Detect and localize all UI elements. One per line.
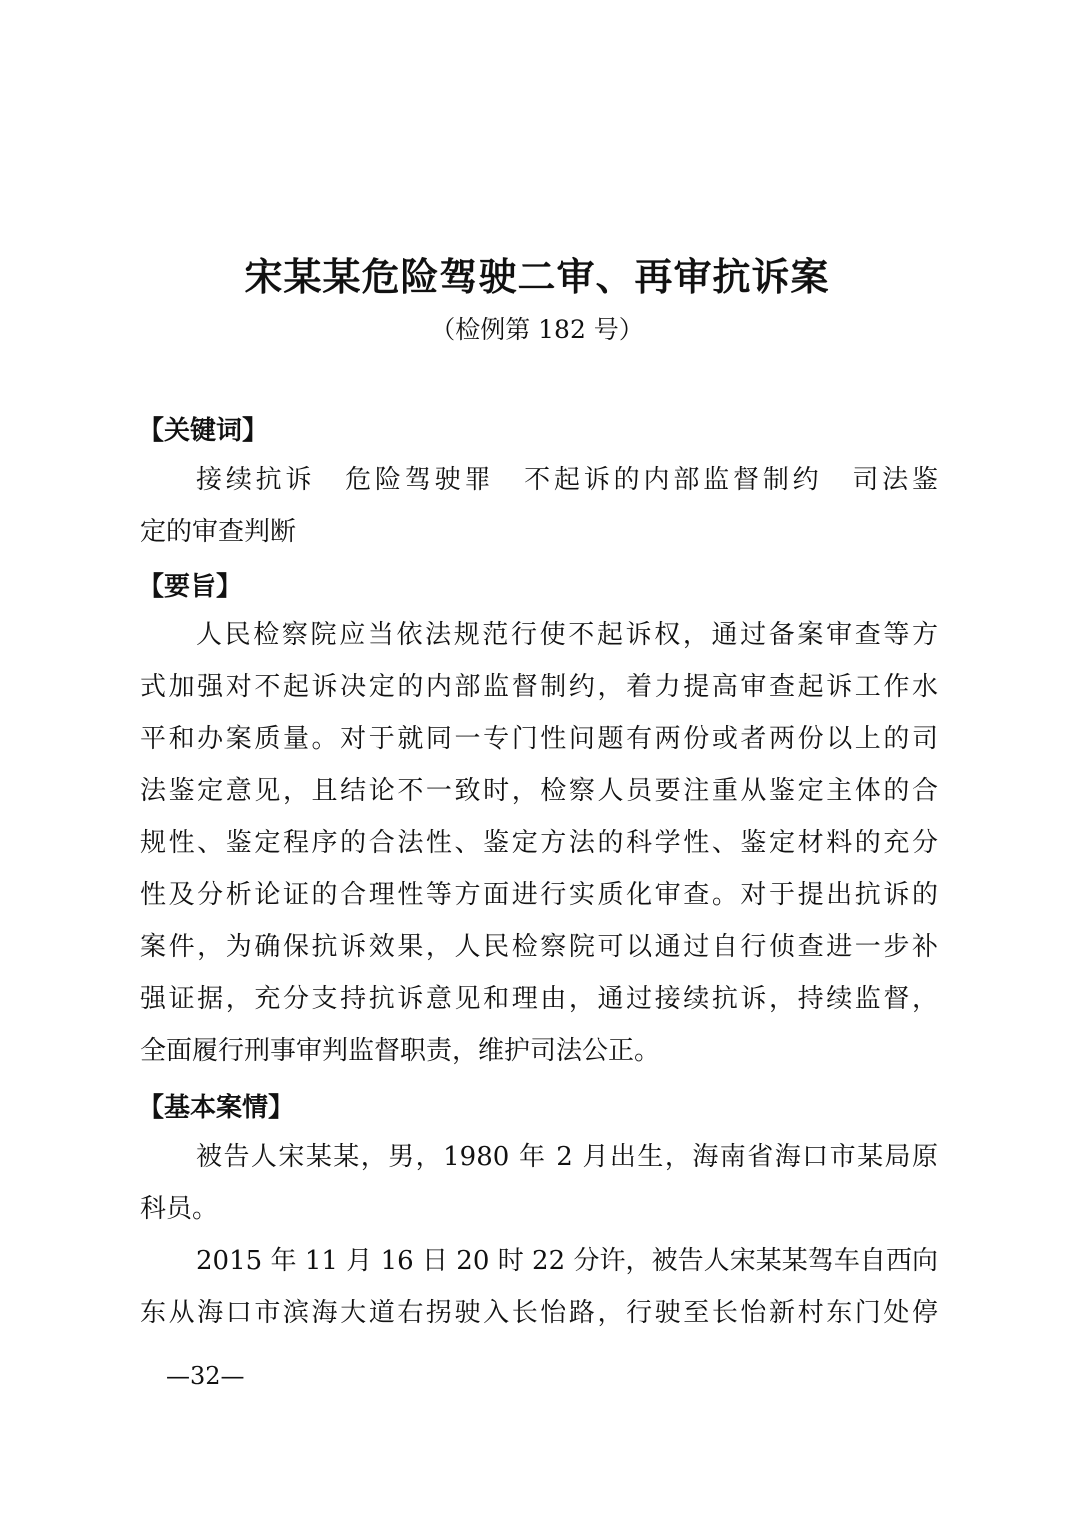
facts-heading: 【基本案情】 — [138, 1093, 295, 1123]
facts-line: 被告人宋某某，男，1980 年 2 月出生，海南省海口市某局原 — [196, 1142, 938, 1172]
case-title: 宋某某危险驾驶二审、再审抗诉案 — [244, 254, 830, 299]
keywords-line: 定的审查判断 — [140, 517, 297, 547]
gist-line: 人民检察院应当依法规范行使不起诉权，通过备案审查等方 — [196, 620, 938, 650]
facts-line: 科员。 — [140, 1194, 219, 1224]
keywords-heading: 【关键词】 — [138, 416, 269, 446]
gist-line: 法鉴定意见，且结论不一致时，检察人员要注重从鉴定主体的合 — [140, 776, 938, 806]
gist-line: 规性、鉴定程序的合法性、鉴定方法的科学性、鉴定材料的充分 — [140, 828, 938, 858]
keywords-line: 接续抗诉 危险驾驶罪 不起诉的内部监督制约 司法鉴 — [196, 465, 938, 495]
facts-line: 2015 年 11 月 16 日 20 时 22 分许，被告人宋某某驾车自西向 — [196, 1246, 938, 1276]
gist-line: 强证据，充分支持抗诉意见和理由，通过接续抗诉，持续监督， — [140, 984, 938, 1014]
facts-line: 东从海口市滨海大道右拐驶入长怡路，行驶至长怡新村东门处停 — [140, 1298, 938, 1328]
gist-line: 全面履行刑事审判监督职责，维护司法公正。 — [140, 1036, 661, 1066]
page-number: —32— — [166, 1362, 245, 1390]
gist-line: 式加强对不起诉决定的内部监督制约，着力提高审查起诉工作水 — [140, 672, 938, 702]
gist-line: 平和办案质量。对于就同一专门性问题有两份或者两份以上的司 — [140, 724, 938, 754]
gist-line: 案件，为确保抗诉效果，人民检察院可以通过自行侦查进一步补 — [140, 932, 938, 962]
case-number: （检例第 182 号） — [430, 315, 644, 344]
gist-line: 性及分析论证的合理性等方面进行实质化审查。对于提出抗诉的 — [140, 880, 938, 910]
gist-heading: 【要旨】 — [138, 572, 243, 602]
